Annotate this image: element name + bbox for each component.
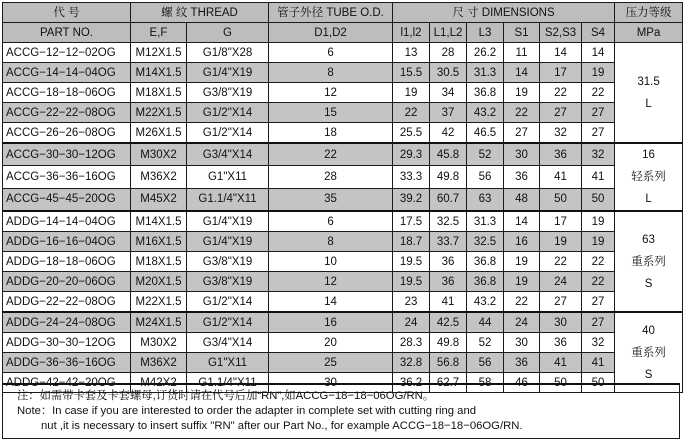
cell-L: 62.7: [430, 373, 467, 393]
cell-L: 60.7: [430, 188, 467, 211]
cell-part: ADDG−16−16−04OG: [3, 232, 131, 252]
cell-L: 37: [430, 103, 467, 123]
cell-S23: 36: [540, 143, 582, 166]
header-row-1: [3, 3, 683, 23]
cell-S1: 14: [504, 63, 540, 83]
cell-L: 41: [430, 292, 467, 313]
header-g: G: [187, 23, 269, 43]
cell-ef: M12X1.5: [131, 43, 187, 63]
cell-g: G1.1/4"X11: [187, 188, 269, 211]
header-tube-od: 管子外径 TUBE O.D.: [269, 3, 393, 23]
cell-part: ADDG−14−14−04OG: [3, 211, 131, 232]
table-row: [3, 188, 683, 211]
cell-S4: 50: [582, 188, 615, 211]
cell-part: ADDG−42−42−20OG: [3, 373, 131, 393]
cell-S4: 27: [582, 292, 615, 313]
cell-part: ACCG−12−12−02OG: [3, 43, 131, 63]
cell-S23: 22: [540, 252, 582, 272]
table-row: [3, 312, 683, 333]
cell-L: 30.5: [430, 63, 467, 83]
cell-l: 22: [393, 103, 430, 123]
header-part-cn: 代 号: [3, 3, 131, 23]
cell-S1: 22: [504, 103, 540, 123]
table-row: [3, 353, 683, 373]
cell-l: 28.3: [393, 333, 430, 353]
cell-part: ADDG−24−24−08OG: [3, 312, 131, 333]
cell-S1: 19: [504, 252, 540, 272]
pressure-rating-cell: [615, 211, 683, 312]
cell-d: 35: [269, 188, 393, 211]
pressure-rating-cell: [615, 43, 683, 144]
cell-part: ACCG−14−14−04OG: [3, 63, 131, 83]
header-dimensions: 尺 寸 DIMENSIONS: [393, 3, 615, 23]
cell-l: 39.2: [393, 188, 430, 211]
table-row: [3, 232, 683, 252]
cell-S23: 36: [540, 333, 582, 353]
pressure-rating-line: 16: [642, 149, 655, 161]
cell-S4: 50: [582, 373, 615, 393]
cell-S1: 36: [504, 166, 540, 188]
cell-L: 45.8: [430, 143, 467, 166]
cell-d: 10: [269, 252, 393, 272]
cell-part: ACCG−30−30−12OG: [3, 143, 131, 166]
order-note: [2, 383, 680, 439]
cell-S23: 22: [540, 83, 582, 103]
cell-d: 16: [269, 312, 393, 333]
table-row: [3, 123, 683, 144]
cell-part: ADDG−36−36−16OG: [3, 353, 131, 373]
table-row: [3, 103, 683, 123]
cell-l: 19.5: [393, 272, 430, 292]
cell-L3: 56: [467, 353, 504, 373]
header-thread: 螺 纹 THREAD: [131, 3, 269, 23]
cell-S1: 16: [504, 232, 540, 252]
cell-L3: 31.3: [467, 211, 504, 232]
cell-d: 14: [269, 292, 393, 313]
cell-S4: 22: [582, 252, 615, 272]
cell-ef: M18X1.5: [131, 252, 187, 272]
cell-L3: 63: [467, 188, 504, 211]
cell-S4: 27: [582, 103, 615, 123]
note-line-cn: 注：如需带卡套及卡套螺母,订货时请在代号后加“RN”,如ACCG−18−18−06OG/RN。: [17, 390, 435, 402]
cell-L: 56.8: [430, 353, 467, 373]
cell-d: 8: [269, 63, 393, 83]
cell-S1: 46: [504, 373, 540, 393]
cell-l: 13: [393, 43, 430, 63]
cell-l: 25.5: [393, 123, 430, 144]
cell-g: G3/4"X14: [187, 143, 269, 166]
cell-L: 49.8: [430, 333, 467, 353]
pressure-rating-line: 重系列: [631, 255, 666, 268]
cell-S23: 19: [540, 232, 582, 252]
cell-S4: 27: [582, 123, 615, 144]
cell-part: ACCG−36−36−16OG: [3, 166, 131, 188]
cell-d: 12: [269, 272, 393, 292]
cell-L: 32.5: [430, 211, 467, 232]
cell-S23: 32: [540, 123, 582, 144]
cell-part: ACCG−45−45−20OG: [3, 188, 131, 211]
header-pressure: 压力等级: [615, 3, 683, 23]
pressure-rating-line: 轻系列: [631, 171, 666, 183]
pressure-rating-line: L: [645, 193, 652, 205]
cell-l: 15.5: [393, 63, 430, 83]
pressure-rating-cell: [615, 312, 683, 393]
cell-L3: 46.5: [467, 123, 504, 144]
header-mpa: MPa: [615, 23, 683, 43]
cell-d: 15: [269, 103, 393, 123]
cell-L3: 36.8: [467, 252, 504, 272]
cell-S4: 32: [582, 143, 615, 166]
cell-S23: 14: [540, 43, 582, 63]
cell-ef: M42X2: [131, 373, 187, 393]
cell-ef: M14X1.5: [131, 211, 187, 232]
cell-S4: 41: [582, 166, 615, 188]
cell-g: G1/4"X19: [187, 211, 269, 232]
pressure-rating-line: 63: [642, 233, 655, 246]
cell-S1: 14: [504, 211, 540, 232]
pressure-rating-line: S: [644, 368, 653, 381]
cell-L: 36: [430, 272, 467, 292]
cell-l: 18.7: [393, 232, 430, 252]
pressure-rating-cell: [615, 143, 683, 211]
cell-g: G1/8"X28: [187, 43, 269, 63]
cell-g: G1/4"X19: [187, 63, 269, 83]
cell-l: 36.2: [393, 373, 430, 393]
cell-part: ADDG−18−18−06OG: [3, 252, 131, 272]
cell-g: G1"X11: [187, 166, 269, 188]
pressure-rating-line: 31.5: [637, 75, 660, 88]
cell-L3: 36.8: [467, 272, 504, 292]
table-row: [3, 63, 683, 83]
cell-S1: 19: [504, 83, 540, 103]
cell-g: G3/8"X19: [187, 83, 269, 103]
cell-l: 19: [393, 83, 430, 103]
header-ef: E,F: [131, 23, 187, 43]
header-L3: L3: [467, 23, 504, 43]
header-S2S3: S2,S3: [540, 23, 582, 43]
cell-S23: 41: [540, 166, 582, 188]
cell-part: ACCG−18−18−06OG: [3, 83, 131, 103]
cell-L3: 44: [467, 312, 504, 333]
cell-d: 18: [269, 123, 393, 144]
cell-L3: 32.5: [467, 232, 504, 252]
cell-ef: M30X2: [131, 333, 187, 353]
cell-S1: 11: [504, 43, 540, 63]
cell-ef: M36X2: [131, 353, 187, 373]
cell-d: 22: [269, 143, 393, 166]
table-row: [3, 143, 683, 166]
cell-L: 42: [430, 123, 467, 144]
cell-l: 32.8: [393, 353, 430, 373]
header-S4: S4: [582, 23, 615, 43]
cell-g: G3/8"X19: [187, 252, 269, 272]
cell-ef: M45X2: [131, 188, 187, 211]
table-body: [3, 43, 683, 393]
table-row: [3, 83, 683, 103]
cell-S23: 27: [540, 103, 582, 123]
cell-S1: 30: [504, 333, 540, 353]
cell-L3: 58: [467, 373, 504, 393]
cell-g: G1/4"X19: [187, 232, 269, 252]
cell-l: 33.3: [393, 166, 430, 188]
cell-ef: M36X2: [131, 166, 187, 188]
cell-d: 8: [269, 232, 393, 252]
cell-S23: 41: [540, 353, 582, 373]
dimensions-table: [2, 2, 683, 393]
cell-d: 6: [269, 43, 393, 63]
cell-ef: M16X1.5: [131, 232, 187, 252]
cell-S1: 19: [504, 272, 540, 292]
table-row: [3, 43, 683, 63]
cell-S23: 27: [540, 292, 582, 313]
cell-g: G1.1/4"X11: [187, 373, 269, 393]
cell-part: ADDG−20−20−06OG: [3, 272, 131, 292]
cell-d: 28: [269, 166, 393, 188]
cell-ef: M26X1.5: [131, 123, 187, 144]
cell-l: 17.5: [393, 211, 430, 232]
header-S1: S1: [504, 23, 540, 43]
cell-ef: M22X1.5: [131, 292, 187, 313]
cell-S23: 50: [540, 373, 582, 393]
cell-L: 34: [430, 83, 467, 103]
cell-part: ACCG−22−22−08OG: [3, 103, 131, 123]
note-line-en-2: nut ,it is necessary to insert suffix "RN" after our Part No., for example ACCG−18−18−06OG/RN.: [41, 420, 523, 432]
cell-d: 25: [269, 353, 393, 373]
cell-L: 42.5: [430, 312, 467, 333]
cell-ef: M18X1.5: [131, 83, 187, 103]
cell-l: 23: [393, 292, 430, 313]
cell-S4: 19: [582, 63, 615, 83]
cell-S23: 30: [540, 312, 582, 333]
cell-g: G3/4"X14: [187, 333, 269, 353]
cell-S4: 19: [582, 211, 615, 232]
cell-S4: 41: [582, 353, 615, 373]
cell-l: 19.5: [393, 252, 430, 272]
cell-S1: 27: [504, 123, 540, 144]
note-line-en-1: Note：In case if you are interested to order the adapter in complete set with cutting ring and: [17, 405, 477, 417]
header-part-no: PART NO.: [3, 23, 131, 43]
cell-g: G1/2"X14: [187, 292, 269, 313]
cell-S23: 50: [540, 188, 582, 211]
cell-L: 49.8: [430, 166, 467, 188]
cell-L3: 52: [467, 143, 504, 166]
cell-L3: 43.2: [467, 292, 504, 313]
cell-ef: M14X1.5: [131, 63, 187, 83]
cell-ef: M20X1.5: [131, 272, 187, 292]
cell-g: G1/2"X14: [187, 103, 269, 123]
cell-L3: 26.2: [467, 43, 504, 63]
cell-g: G1"X11: [187, 353, 269, 373]
cell-ef: M30X2: [131, 143, 187, 166]
cell-l: 24: [393, 312, 430, 333]
cell-part: ADDG−22−22−08OG: [3, 292, 131, 313]
table-row: [3, 292, 683, 313]
pressure-rating-line: L: [645, 97, 652, 110]
cell-l: 29.3: [393, 143, 430, 166]
cell-S1: 36: [504, 353, 540, 373]
cell-L3: 43.2: [467, 103, 504, 123]
header-row-2: [3, 23, 683, 43]
table-row: [3, 252, 683, 272]
cell-S23: 17: [540, 211, 582, 232]
cell-g: G1/2"X14: [187, 123, 269, 144]
cell-S4: 22: [582, 83, 615, 103]
cell-S4: 19: [582, 232, 615, 252]
cell-d: 30: [269, 373, 393, 393]
cell-L3: 31.3: [467, 63, 504, 83]
header-d1d2: D1,D2: [269, 23, 393, 43]
cell-L: 36: [430, 252, 467, 272]
table-row: [3, 166, 683, 188]
cell-S4: 22: [582, 272, 615, 292]
cell-g: G1/2"X14: [187, 312, 269, 333]
cell-L: 28: [430, 43, 467, 63]
cell-d: 12: [269, 83, 393, 103]
table-row: [3, 333, 683, 353]
cell-S4: 27: [582, 312, 615, 333]
cell-part: ADDG−30−30−12OG: [3, 333, 131, 353]
cell-ef: M24X1.5: [131, 312, 187, 333]
table-row: [3, 272, 683, 292]
pressure-rating-line: 重系列: [631, 346, 666, 359]
cell-part: ACCG−26−26−08OG: [3, 123, 131, 144]
header-L1L2: L1,L2: [430, 23, 467, 43]
cell-S23: 17: [540, 63, 582, 83]
table-row: [3, 211, 683, 232]
cell-L3: 56: [467, 166, 504, 188]
header-l1l2: l1,l2: [393, 23, 430, 43]
cell-ef: M22X1.5: [131, 103, 187, 123]
pressure-rating-line: 40: [642, 324, 655, 337]
cell-S1: 24: [504, 312, 540, 333]
cell-S23: 24: [540, 272, 582, 292]
cell-S1: 30: [504, 143, 540, 166]
cell-L3: 52: [467, 333, 504, 353]
cell-S1: 22: [504, 292, 540, 313]
cell-d: 20: [269, 333, 393, 353]
cell-L: 33.7: [430, 232, 467, 252]
cell-S4: 32: [582, 333, 615, 353]
cell-S4: 14: [582, 43, 615, 63]
pressure-rating-line: S: [644, 277, 653, 290]
cell-L3: 36.8: [467, 83, 504, 103]
cell-S1: 48: [504, 188, 540, 211]
cell-d: 6: [269, 211, 393, 232]
cell-g: G3/8"X19: [187, 272, 269, 292]
table-header: [3, 3, 683, 43]
